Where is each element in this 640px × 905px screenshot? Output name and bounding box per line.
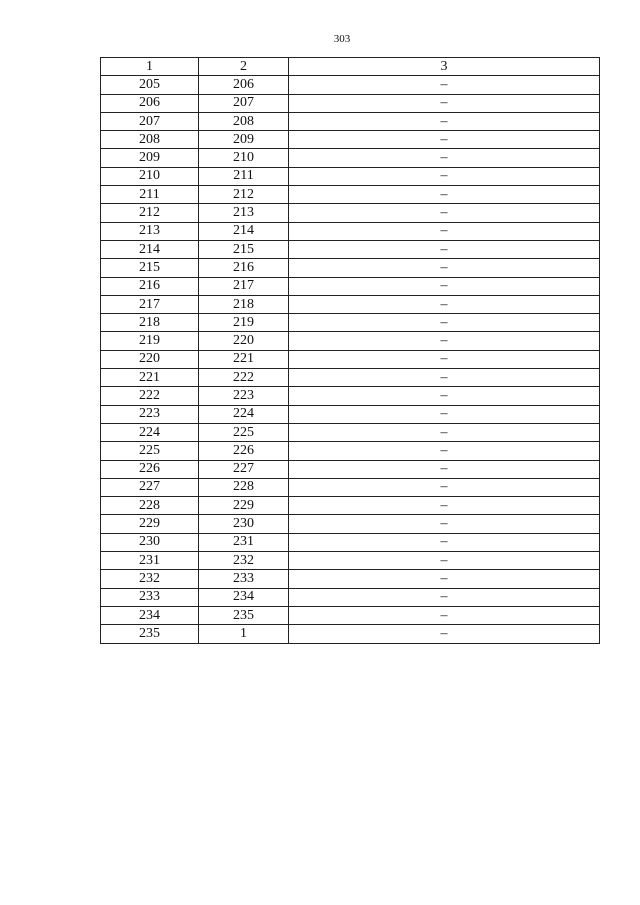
table-cell-col-2: 208 (199, 112, 289, 130)
table-cell-col-1: 216 (101, 277, 199, 295)
table-cell-col-1: 205 (101, 76, 199, 94)
table-cell-col-3: – (289, 625, 600, 643)
table-cell-col-2: 219 (199, 314, 289, 332)
table-cell-col-2: 215 (199, 240, 289, 258)
table-cell-col-2: 213 (199, 204, 289, 222)
table-row (101, 167, 600, 185)
table-body (101, 76, 600, 643)
table-cell-col-2: 216 (199, 259, 289, 277)
table-cell-col-1: 227 (101, 478, 199, 496)
table-cell-col-2: 234 (199, 588, 289, 606)
table-cell-col-1: 233 (101, 588, 199, 606)
table-cell-col-3: – (289, 588, 600, 606)
table-row (101, 186, 600, 204)
table-cell-col-2: 225 (199, 423, 289, 441)
table-cell-col-1: 213 (101, 222, 199, 240)
table-cell-col-2: 223 (199, 387, 289, 405)
table-cell-col-2: 232 (199, 552, 289, 570)
table-row (101, 423, 600, 441)
table-cell-col-2: 221 (199, 350, 289, 368)
table-row (101, 588, 600, 606)
table-row (101, 387, 600, 405)
table-cell-col-1: 231 (101, 552, 199, 570)
table-cell-col-3: – (289, 533, 600, 551)
table-cell-col-1: 219 (101, 332, 199, 350)
table-row (101, 259, 600, 277)
table-cell-col-2: 226 (199, 442, 289, 460)
table-row (101, 112, 600, 130)
table-cell-col-3: – (289, 387, 600, 405)
table-row (101, 478, 600, 496)
table-cell-col-2: 229 (199, 497, 289, 515)
table-cell-col-3: – (289, 552, 600, 570)
table-cell-col-3: – (289, 112, 600, 130)
table-cell-col-1: 230 (101, 533, 199, 551)
table-cell-col-2: 212 (199, 186, 289, 204)
table-cell-col-2: 209 (199, 131, 289, 149)
table-row (101, 570, 600, 588)
table-cell-col-3: – (289, 167, 600, 185)
table-row (101, 515, 600, 533)
table-cell-col-3: – (289, 442, 600, 460)
table-row (101, 240, 600, 258)
table-cell-col-3: – (289, 332, 600, 350)
table-cell-col-3: – (289, 478, 600, 496)
table-cell-col-3: – (289, 277, 600, 295)
table-cell-col-3: – (289, 423, 600, 441)
table-cell-col-2: 206 (199, 76, 289, 94)
table-cell-col-3: – (289, 222, 600, 240)
table-cell-col-3: – (289, 606, 600, 624)
table-cell-col-1: 209 (101, 149, 199, 167)
table-row (101, 369, 600, 387)
data-table (100, 57, 600, 644)
table-cell-col-1: 210 (101, 167, 199, 185)
table-cell-col-2: 211 (199, 167, 289, 185)
table-cell-col-2: 210 (199, 149, 289, 167)
table-row (101, 295, 600, 313)
table-cell-col-3: – (289, 76, 600, 94)
table-header (101, 58, 600, 76)
table-cell-col-1: 212 (101, 204, 199, 222)
table-cell-col-3: – (289, 460, 600, 478)
table-row (101, 131, 600, 149)
page-number: 303 (333, 33, 351, 45)
table-row (101, 606, 600, 624)
table-cell-col-1: 229 (101, 515, 199, 533)
table-row (101, 222, 600, 240)
table-cell-col-3: – (289, 186, 600, 204)
table-cell-col-3: – (289, 259, 600, 277)
table-cell-col-1: 224 (101, 423, 199, 441)
table-cell-col-1: 215 (101, 259, 199, 277)
table-cell-col-2: 214 (199, 222, 289, 240)
table-cell-col-3: – (289, 497, 600, 515)
table-cell-col-2: 220 (199, 332, 289, 350)
table-cell-col-2: 217 (199, 277, 289, 295)
table-cell-col-1: 222 (101, 387, 199, 405)
table-cell-col-2: 224 (199, 405, 289, 423)
table-cell-col-2: 231 (199, 533, 289, 551)
table-row (101, 76, 600, 94)
table-cell-col-1: 220 (101, 350, 199, 368)
table-cell-col-1: 208 (101, 131, 199, 149)
table-row (101, 625, 600, 643)
table-cell-col-2: 233 (199, 570, 289, 588)
table-cell-col-2: 235 (199, 606, 289, 624)
header-cell-2: 2 (199, 58, 289, 76)
table-cell-col-2: 227 (199, 460, 289, 478)
table-cell-col-2: 207 (199, 94, 289, 112)
table-cell-col-1: 207 (101, 112, 199, 130)
header-cell-3: 3 (289, 58, 600, 76)
table-row (101, 350, 600, 368)
table-cell-col-3: – (289, 295, 600, 313)
table-cell-col-1: 221 (101, 369, 199, 387)
table-cell-col-1: 206 (101, 94, 199, 112)
table-cell-col-3: – (289, 515, 600, 533)
table-cell-col-3: – (289, 149, 600, 167)
table-cell-col-3: – (289, 369, 600, 387)
table-cell-col-3: – (289, 94, 600, 112)
table-cell-col-1: 235 (101, 625, 199, 643)
table-cell-col-1: 226 (101, 460, 199, 478)
table-cell-col-2: 228 (199, 478, 289, 496)
table-cell-col-3: – (289, 240, 600, 258)
table-row (101, 405, 600, 423)
table-cell-col-1: 214 (101, 240, 199, 258)
table-cell-col-1: 217 (101, 295, 199, 313)
table-cell-col-3: – (289, 405, 600, 423)
table-cell-col-1: 234 (101, 606, 199, 624)
table-row (101, 533, 600, 551)
table-cell-col-3: – (289, 350, 600, 368)
header-cell-1: 1 (101, 58, 199, 76)
table-cell-col-1: 211 (101, 186, 199, 204)
table-cell-col-1: 223 (101, 405, 199, 423)
table-row (101, 552, 600, 570)
table-row (101, 442, 600, 460)
table-row (101, 460, 600, 478)
table-cell-col-3: – (289, 131, 600, 149)
table-row (101, 149, 600, 167)
table-cell-col-2: 218 (199, 295, 289, 313)
table-row (101, 277, 600, 295)
header-row (101, 58, 600, 76)
table-cell-col-1: 225 (101, 442, 199, 460)
table-row (101, 314, 600, 332)
table-cell-col-3: – (289, 314, 600, 332)
table-row (101, 204, 600, 222)
table-row (101, 94, 600, 112)
table-cell-col-3: – (289, 570, 600, 588)
table-cell-col-2: 230 (199, 515, 289, 533)
table-cell-col-1: 228 (101, 497, 199, 515)
table-cell-col-2: 1 (199, 625, 289, 643)
table-cell-col-1: 218 (101, 314, 199, 332)
table-row (101, 332, 600, 350)
table-cell-col-2: 222 (199, 369, 289, 387)
table-cell-col-1: 232 (101, 570, 199, 588)
table-row (101, 497, 600, 515)
table-cell-col-3: – (289, 204, 600, 222)
